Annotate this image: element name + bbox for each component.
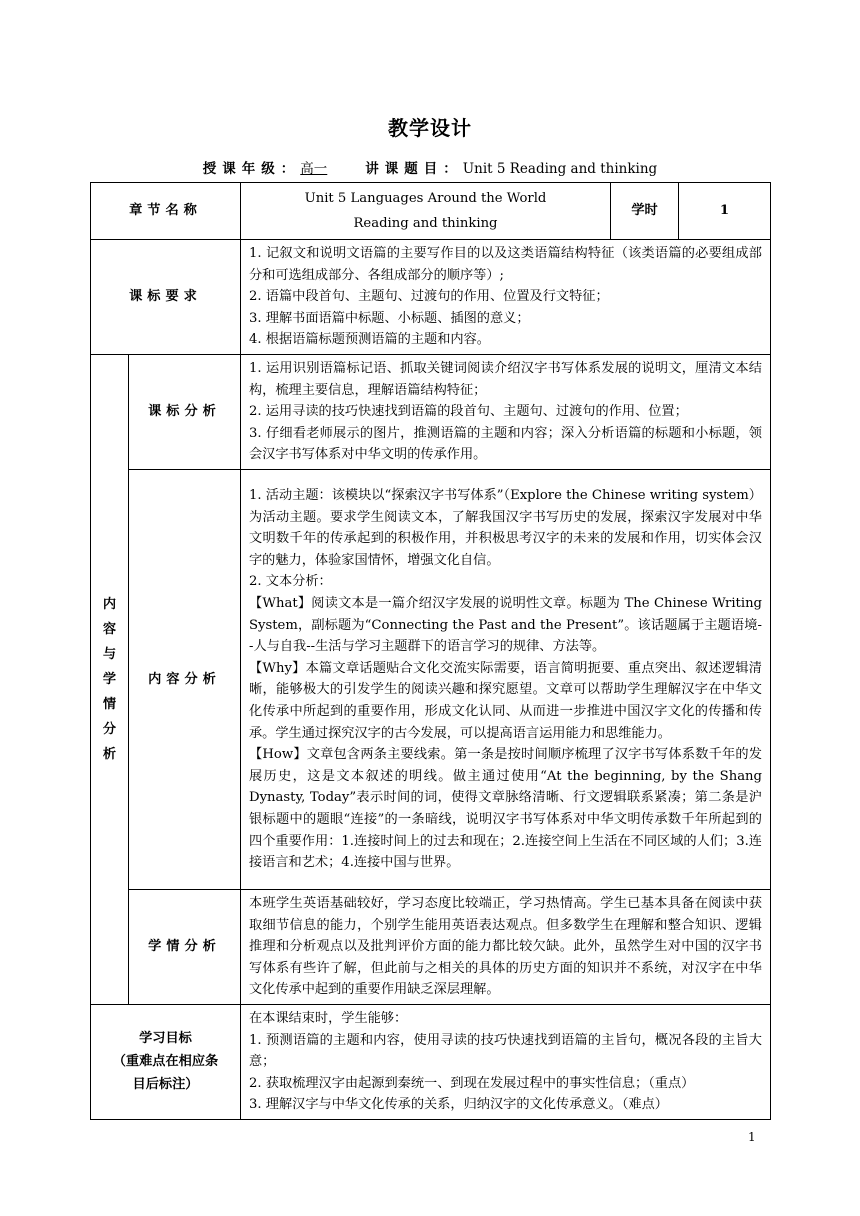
- content-paragraph: 【Why】本篇文章话题贴合文化交流实际需要，语言简明扼要、重点突出、叙述逻辑清晰，能够极大的引发学生的阅读兴趣和探究愿望。文章可以帮助学生理解汉字在中华文化传承中所起到的重要作用，形成文化认同、从而进一步推进中国汉字文化的传播和传承。学生通过探究汉字的古今发展，可以提高语言运用能力和思维能力。: [249, 660, 762, 741]
- lesson-plan-table: [90, 182, 771, 1120]
- objectives-content: [241, 1004, 771, 1119]
- standard-analysis-label: 课标分析: [129, 354, 241, 469]
- standard-label: 课标要求: [91, 240, 241, 355]
- topic-value: Unit 5 Reading and thinking: [462, 161, 658, 177]
- chapter-label: 章节名称: [91, 183, 241, 240]
- objectives-row: [91, 1004, 771, 1119]
- student-analysis-content: 本班学生英语基础较好，学习态度比较端正，学习热情高。学生已基本具备在阅读中获取细节信息的能力，个别学生能用英语表达观点。但多数学生在理解和整合知识、逻辑推理和分析观点以及批判评价方面的能力都比较欠缺。此外，虽然学生对中国的汉字书写体系有些许了解，但此前与之相关的具体的历史方面的知识并不系统，对汉字在中华文化传承中起到的重要作用缺乏深层理解。: [241, 889, 771, 1004]
- topic-label: 讲课题目：: [365, 161, 463, 177]
- standard-item: 3. 理解书面语篇中标题、小标题、插图的意义；: [249, 310, 530, 326]
- standard-analysis-content: [241, 354, 771, 469]
- standard-row: [91, 240, 771, 355]
- standard-analysis-item: 2. 运用寻读的技巧快速找到语篇的段首句、主题句、过渡句的作用、位置；: [249, 404, 688, 420]
- standard-item: 2. 语篇中段首句、主题句、过渡句的作用、位置及行文特征；: [249, 289, 609, 305]
- content-paragraph: 1. 活动主题：该模块以“探索汉字书写体系”（Explore the Chinese writing system）为活动主题。要求学生阅读文本，了解我国汉字书写历史的发展，探索汉字发展对中华文明数千年的传承起到的积极作用，并积极思考汉字的未来的发展和作用，切实体会汉字的魅力，体验家国情怀，增强文化自信。: [249, 488, 762, 568]
- course-info: [0, 157, 860, 177]
- objective-item: 1. 预测语篇的主题和内容，使用寻读的技巧快速找到语篇的主旨句，概况各段的主旨大意；: [249, 1032, 762, 1070]
- standard-analysis-item: 1. 运用识别语篇标记语、抓取关键词阅读介绍汉字书写体系发展的说明文，厘清文本结构，梳理主要信息，理解语篇结构特征；: [249, 360, 762, 398]
- standard-item: 4. 根据语篇标题预测语篇的主题和内容。: [249, 332, 490, 348]
- student-analysis-label: 学情分析: [129, 889, 241, 1004]
- content-analysis-content: [241, 469, 771, 889]
- objectives-label: 学习目标 （重难点在相应条 目后标注）: [91, 1004, 241, 1119]
- standard-content: [241, 240, 771, 355]
- content-analysis-row: [91, 469, 771, 889]
- content-analysis-label: 内容分析: [129, 469, 241, 889]
- content-paragraph: 【What】阅读文本是一篇介绍汉字发展的说明性文章。标题为 The Chinese Writing System，副标题为“Connecting the Past and the Present”。该话题属于主题语境--人与自我--生活与学习主题群下的语言学习的规律、方法等。: [249, 596, 762, 655]
- chapter-name-line2: Reading and thinking: [353, 216, 498, 231]
- student-analysis-row: [91, 889, 771, 1004]
- page-number: 1: [748, 1130, 756, 1144]
- standard-item: 1. 记叙文和说明文语篇的主要写作目的以及这类语篇结构特征（该类语篇的必要组成部分和可选组成部分、各组成部分的顺序等）;: [249, 246, 762, 283]
- chapter-row: [91, 183, 771, 240]
- document-title: 教学设计: [388, 116, 472, 140]
- chapter-name: [241, 183, 611, 240]
- hours-value: 1: [679, 183, 771, 240]
- chapter-name-line1: Unit 5 Languages Around the World: [304, 191, 547, 206]
- grade-value: 高一: [300, 161, 328, 177]
- objective-item: 3. 理解汉字与中华文化传承的关系，归纳汉字的文化传承意义。（难点）: [249, 1097, 668, 1113]
- objective-item: 在本课结束时，学生能够：: [249, 1010, 408, 1026]
- objective-item: 2. 获取梳理汉字由起源到秦统一、到现在发展过程中的事实性信息；（重点）: [249, 1075, 695, 1091]
- analysis-section-label: 内 容 与 学 情 分 析: [91, 354, 129, 1004]
- standard-analysis-row: [91, 354, 771, 469]
- standard-analysis-item: 3. 仔细看老师展示的图片，推测语篇的主题和内容；深入分析语篇的标题和小标题，领会汉字书写体系对中华文明的传承作用。: [249, 425, 762, 463]
- hours-label: 学时: [611, 183, 679, 240]
- content-paragraph: 2. 文本分析：: [249, 574, 332, 590]
- grade-label: 授课年级：: [202, 161, 301, 177]
- content-paragraph: 【How】文章包含两条主要线索。第一条是按时间顺序梳理了汉字书写体系数千年的发展历史，这是文本叙述的明线。做主通过使用“At the beginning, by the Shang Dynasty, Today”表示时间的词，使得文章脉络清晰、行文逻辑联系紧凑；第二条是沪银标题中的题眼“连接”的一条暗线，说明汉字书写体系对中华文明传承数千年所起到的四个重要作用：1.连接时间上的过去和现在；2.连接空间上生活在不同区域的人们；3.连接语言和艺术；4.连接中国与世界。: [249, 747, 762, 871]
